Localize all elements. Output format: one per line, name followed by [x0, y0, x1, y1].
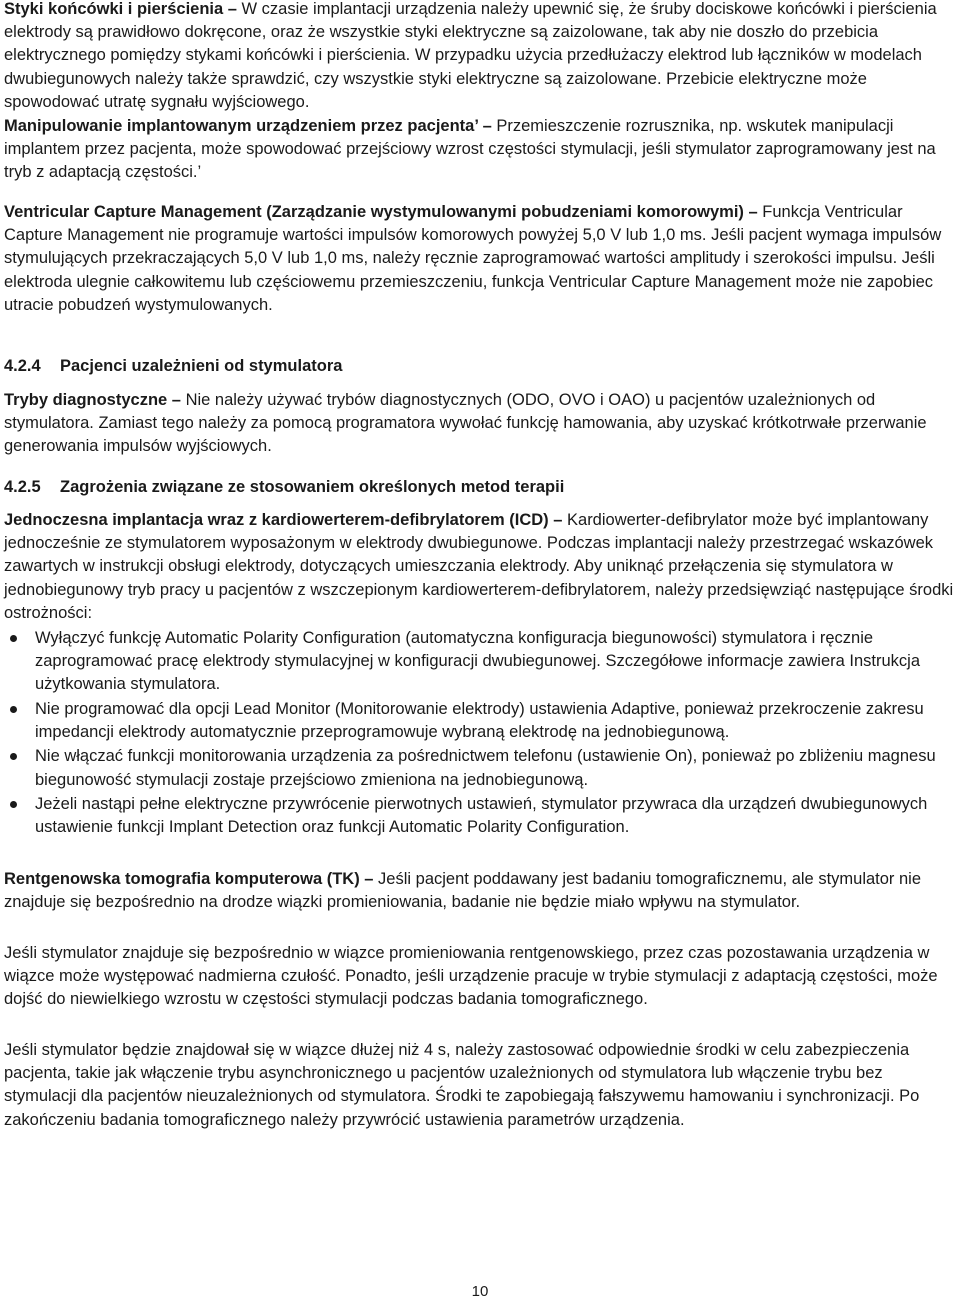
paragraph-diagnostic-modes — [4, 389, 956, 459]
paragraph-ct-beam-oversensing: Jeśli stymulator znajduje się bezpośrednio w wiązce promieniowania rentgenowskiego, przez czas pozostawania urządzenia w wiązce może występować nadmierna czułość. Ponadto, jeśli urządzenie pracuje w trybie stymulacji z adaptacją częstości, może dojść do niewielkiego wzrostu w częstości stymulacji podczas badania tomograficznego. — [4, 944, 938, 1009]
bullet-icon — [10, 635, 17, 642]
list-item — [4, 793, 956, 839]
bullet-icon — [10, 801, 17, 808]
section-heading-4-2-4 — [4, 355, 342, 378]
paragraph-body: Jeśli pacjent poddawany jest badaniu tomograficznemu, ale stymulator nie znajduje się bezpośrednio na drodze wiązki promieniowania, badanie nie będzie miało wpływu na stymulator. — [4, 870, 922, 912]
paragraph-body: Nie należy używać trybów diagnostycznych (ODO, OVO i OAO) u pacjentów uzależnionych od stymulatora. Zamiast tego należy za pomocą programatora wywołać funkcję hamowania, aby uzyskać krótkotrwałe przerwanie generowania impulsów wyjściowych. — [4, 391, 927, 456]
paragraph-lead-in: Manipulowanie implantowanym urządzeniem przez pacjenta’ – — [4, 117, 492, 135]
paragraph-ct-scan — [4, 868, 956, 914]
paragraph-lead-in: Rentgenowska tomografia komputerowa (TK) – — [4, 870, 374, 888]
paragraph-ct-beam-duration: Jeśli stymulator będzie znajdował się w wiązce dłużej niż 4 s, należy zastosować odpowiednie środki w celu zabezpieczenia pacjenta, takie jak włączenie trybu asynchronicznego u pacjentów uzależnionych od stymulatora lub włączenie trybu bez stymulacji dla pacjentów nieuzależnionych od stymulatora. Środki te zapobiegają fałszywemu hamowaniu i synchronizacji. Po zakończeniu badania tomograficznego należy przywrócić ustawienia parametrów urządzenia. — [4, 1041, 920, 1129]
list-item — [4, 745, 956, 791]
paragraph-patient-manipulation — [4, 115, 956, 185]
paragraph-tip-ring-contacts — [4, 0, 956, 114]
paragraph-lead-in: Styki końcówki i pierścienia – — [4, 0, 237, 18]
paragraph-body: Kardiowerter-defibrylator może być implantowany jednocześnie ze stymulatorem wyposażonym w elektrody dwubiegunowe. Podczas implantacji należy przestrzegać wskazówek zawartych w instrukcji obsługi elektrody, dotyczących umieszczania elektrody. Aby uniknąć przełączenia się stymulatora w jednobiegunowy tryb pracy u pacjentów z wszczepionym kardiowerterem-defibrylatorem, należy przedsięwziąć następujące środki ostrożności: — [4, 511, 954, 622]
section-title: Zagrożenia związane ze stosowaniem określonych metod terapii — [60, 478, 565, 496]
list-item-text: Wyłączyć funkcję Automatic Polarity Configuration (automatyczna konfiguracja biegunowości) stymulatora i ręcznie zaprogramować pracę elektrody stymulacyjnej w konfiguracji dwubiegunowej. Szczegółowe informacje zawiera Instrukcja użytkowania stymulatora. — [35, 629, 920, 694]
section-number: 4.2.5 — [4, 478, 41, 496]
section-number: 4.2.4 — [4, 357, 41, 375]
list-item — [4, 627, 956, 697]
paragraph-body: Funkcja Ventricular Capture Management nie programuje wartości impulsów komorowych powyżej 5,0 V lub 1,0 ms. Jeśli pacjent wymaga impulsów stymulujących przekraczających 5,0 V lub 1,0 ms, należy ręcznie zaprogramować wartości amplitudy i szerokości impulsu. Jeśli elektroda ulegnie całkowitemu lub częściowemu przemieszczeniu, funkcja Ventricular Capture Management może nie zapobiec utracie pobudzeń wystymulowanych. — [4, 203, 942, 314]
paragraph-lead-in: Tryby diagnostyczne – — [4, 391, 181, 409]
section-heading-4-2-5 — [4, 476, 564, 499]
section-title: Pacjenci uzależnieni od stymulatora — [60, 357, 343, 375]
page-number: 10 — [471, 1283, 489, 1300]
bullet-icon — [10, 753, 17, 760]
list-item-text: Nie włączać funkcji monitorowania urządzenia za pośrednictwem telefonu (ustawienie On), ponieważ po zbliżeniu magnesu biegunowość stymulacji zostaje przejściowo zmieniona na jednobiegunową. — [35, 747, 936, 789]
list-item-text: Jeżeli nastąpi pełne elektryczne przywrócenie pierwotnych ustawień, stymulator przywraca dla urządzeń dwubiegunowych ustawienie funkcji Implant Detection oraz funkcji Automatic Polarity Configuration. — [35, 794, 928, 837]
paragraph-icd-implant — [4, 509, 956, 625]
list-item-text: Nie programować dla opcji Lead Monitor (Monitorowanie elektrody) ustawienia Adaptive, ponieważ przekroczenie zakresu impedancji elektrody automatycznie przeprogramowuje wybraną elektrodę na jednobiegunową. — [35, 699, 924, 741]
paragraph-lead-in: Jednoczesna implantacja wraz z kardiowerterem-defibrylatorem (ICD) – — [4, 511, 563, 529]
paragraph-body: W czasie implantacji urządzenia należy upewnić się, że śruby dociskowe końcówki i pierścienia elektrody są prawidłowo dokręcone, oraz że wszystkie styki elektryczne są zaizolowane, tak aby nie doszło do przebicia elektrycznego pomiędzy stykami końcówki i pierścienia. W przypadku użycia przedłużaczy elektrod lub łączników w modelach dwubiegunowych należy także sprawdzić, czy wszystkie styki elektryczne są zaizolowane. Przebicie elektryczne może spowodować utratę sygnału wyjściowego. — [4, 0, 937, 111]
paragraph-body: Przemieszczenie rozrusznika, np. wskutek manipulacji implantem przez pacjenta, może spowodować przejściowy wzrost częstości stymulacji, jeśli stymulator zaprogramowany jest na tryb z adaptacją częstości.’ — [4, 117, 936, 182]
list-item — [4, 698, 956, 744]
paragraph-ventricular-capture-management — [4, 201, 956, 317]
paragraph-lead-in: Ventricular Capture Management (Zarządzanie wystymulowanymi pobudzeniami komorowymi) – — [4, 203, 758, 221]
precautions-list — [4, 627, 956, 841]
bullet-icon — [10, 706, 17, 713]
